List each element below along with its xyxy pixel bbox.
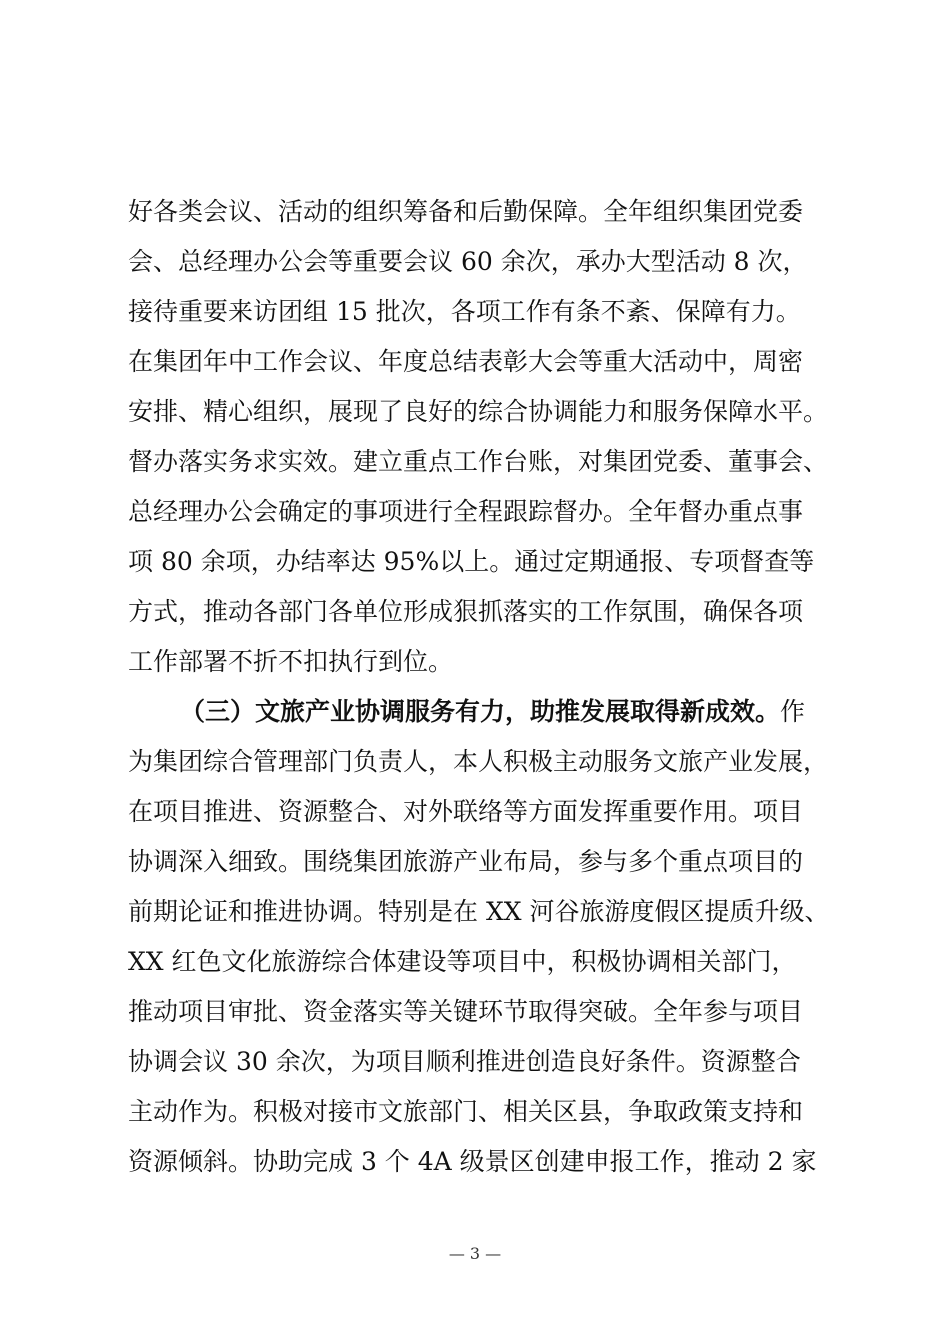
- body-line-14: 前期论证和推进协调。特别是在 XX 河谷旅游度假区提质升级、: [128, 897, 830, 926]
- body-line-9: 方式，推动各部门各单位形成狠抓落实的工作氛围，确保各项: [128, 597, 804, 626]
- body-line-12: 在项目推进、资源整合、对外联络等方面发挥重要作用。项目: [128, 797, 804, 826]
- page-number: — 3 —: [448, 1244, 502, 1263]
- body-line-18: 主动作为。积极对接市文旅部门、相关区县，争取政策支持和: [128, 1097, 804, 1126]
- body-line-7: 总经理办公会确定的事项进行全程跟踪督办。全年督办重点事: [128, 497, 804, 526]
- body-line-15: XX 红色文化旅游综合体建设等项目中，积极协调相关部门，: [128, 947, 797, 976]
- body-line-5: 安排、精心组织，展现了良好的综合协调能力和服务保障水平。: [128, 397, 829, 426]
- body-line-19: 资源倾斜。协助完成 3 个 4A 级景区创建申报工作，推动 2 家: [128, 1147, 817, 1176]
- section-heading: （三）文旅产业协调服务有力，助推发展取得新成效。: [180, 697, 781, 726]
- section-heading-tail: 作: [780, 697, 806, 726]
- body-line-3: 接待重要来访团组 15 批次，各项工作有条不紊、保障有力。: [128, 297, 801, 326]
- body-line-4: 在集团年中工作会议、年度总结表彰大会等重大活动中，周密: [128, 347, 804, 376]
- body-line-10: 工作部署不折不扣执行到位。: [128, 647, 454, 676]
- body-line-8: 项 80 余项，办结率达 95%以上。通过定期通报、专项督查等: [128, 547, 815, 576]
- body-line-6: 督办落实务求实效。建立重点工作台账，对集团党委、董事会、: [128, 447, 829, 476]
- body-line-16: 推动项目审批、资金落实等关键环节取得突破。全年参与项目: [128, 997, 804, 1026]
- body-line-17: 协调会议 30 余次，为项目顺利推进创造良好条件。资源整合: [128, 1047, 801, 1076]
- section-heading-line: [180, 696, 805, 728]
- body-line-1: 好各类会议、活动的组织筹备和后勤保障。全年组织集团党委: [128, 197, 804, 226]
- body-line-2: 会、总经理办公会等重要会议 60 余次，承办大型活动 8 次，: [128, 247, 808, 276]
- body-line-13: 协调深入细致。围绕集团旅游产业布局，参与多个重点项目的: [128, 847, 804, 876]
- body-line-11: 为集团综合管理部门负责人，本人积极主动服务文旅产业发展，: [128, 747, 829, 776]
